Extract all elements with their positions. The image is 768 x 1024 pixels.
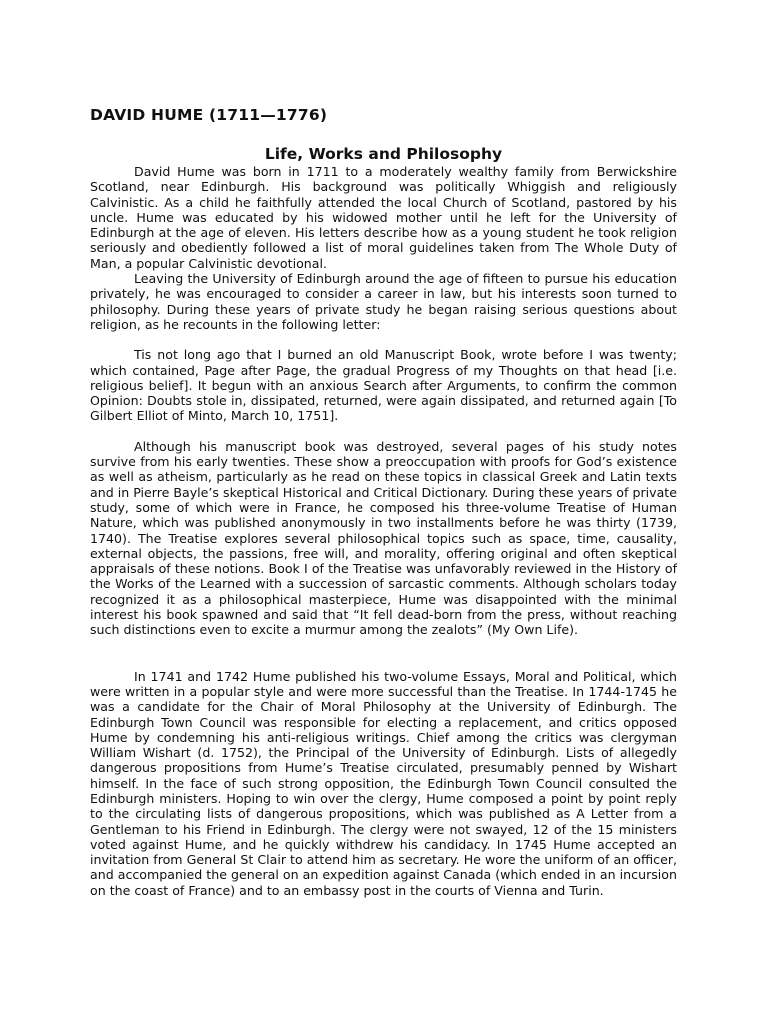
section-heading: Life, Works and Philosophy [264,145,503,163]
paragraph-education: Leaving the University of Edinburgh around the age of fifteen to pursue his education privately, he was encouraged to consider a career in law, but his interests soon turned to philosophy. During these years of private study he began raising serious questions about religion, as he recounts in the following letter: [90,271,677,332]
letter-quote: Tis not long ago that I burned an old Manuscript Book, wrote before I was twenty; which contained, Page after Page, the gradual Progress of my Thoughts on that head [i.e. religious belief]. It begun with an anxious Search after Arguments, to confirm the common Opinion: Doubts stole in, dissipated, returned, were again dissipated, and returned again [To Gilbert Elliot of Minto, March 10, 1751]. [90,347,677,424]
paragraph-essays: In 1741 and 1742 Hume published his two-volume Essays, Moral and Political, which were written in a popular style and were more successful than the Treatise. In 1744-1745 he was a candidate for the Chair of Moral Philosophy at the University of Edinburgh. The Edinburgh Town Council was responsible for electing a replacement, and critics opposed Hume by condemning his anti-religious writings. Chief among the critics was clergyman William Wishart (d. 1752), the Principal of the University of Edinburgh. Lists of allegedly dangerous propositions from Hume’s Treatise circulated, presumably penned by Wishart himself. In the face of such strong opposition, the Edinburgh Town Council consulted the Edinburgh ministers. Hoping to win over the clergy, Hume composed a point by point reply to the circulating lists of dangerous propositions, which was published as A Letter from a Gentleman to his Friend in Edinburgh. The clergy were not swayed, 12 of the 15 ministers voted against Hume, and he quickly withdrew his candidacy. In 1745 Hume accepted an invitation from General St Clair to attend him as secretary. He wore the uniform of an officer, and accompanied the general on an expedition against Canada (which ended in an incursion on the coast of France) and to an embassy post in the courts of Vienna and Turin. [90,668,677,898]
paragraph-early-life: David Hume was born in 1711 to a moderately wealthy family from Berwickshire Scotland, near Edinburgh. His background was politically Whiggish and religiously Calvinistic. As a child he faithfully attended the local Church of Scotland, pastored by his uncle. Hume was educated by his widowed mother until he left for the University of Edinburgh at the age of eleven. His letters describe how as a young student he took religion seriously and obediently followed a list of moral guidelines taken from The Whole Duty of Man, a popular Calvinistic devotional. [90,164,677,271]
paragraph-treatise: Although his manuscript book was destroyed, several pages of his study notes survive from his early twenties. These show a preoccupation with proofs for God’s existence as well as atheism, particularly as he read on these topics in classical Greek and Latin texts and in Pierre Bayle’s skeptical Historical and Critical Dictionary. During these years of private study, some of which were in France, he composed his three-volume Treatise of Human Nature, which was published anonymously in two installments before he was thirty (1739, 1740). The Treatise explores several philosophical topics such as space, time, causality, external objects, the passions, free will, and morality, offering original and often skeptical appraisals of these notions. Book I of the Treatise was unfavorably reviewed in the History of the Works of the Learned with a succession of sarcastic comments. Although scholars today recognized it as a philosophical masterpiece, Hume was disappointed with the minimal interest his book spawned and said that “It fell dead-born from the press, without reaching such distinctions even to excite a murmur among the zealots” (My Own Life). [90,438,677,638]
document-title: DAVID HUME (1711—1776) [90,106,328,124]
document-page [90,104,677,898]
paragraph-spacer [90,638,677,669]
